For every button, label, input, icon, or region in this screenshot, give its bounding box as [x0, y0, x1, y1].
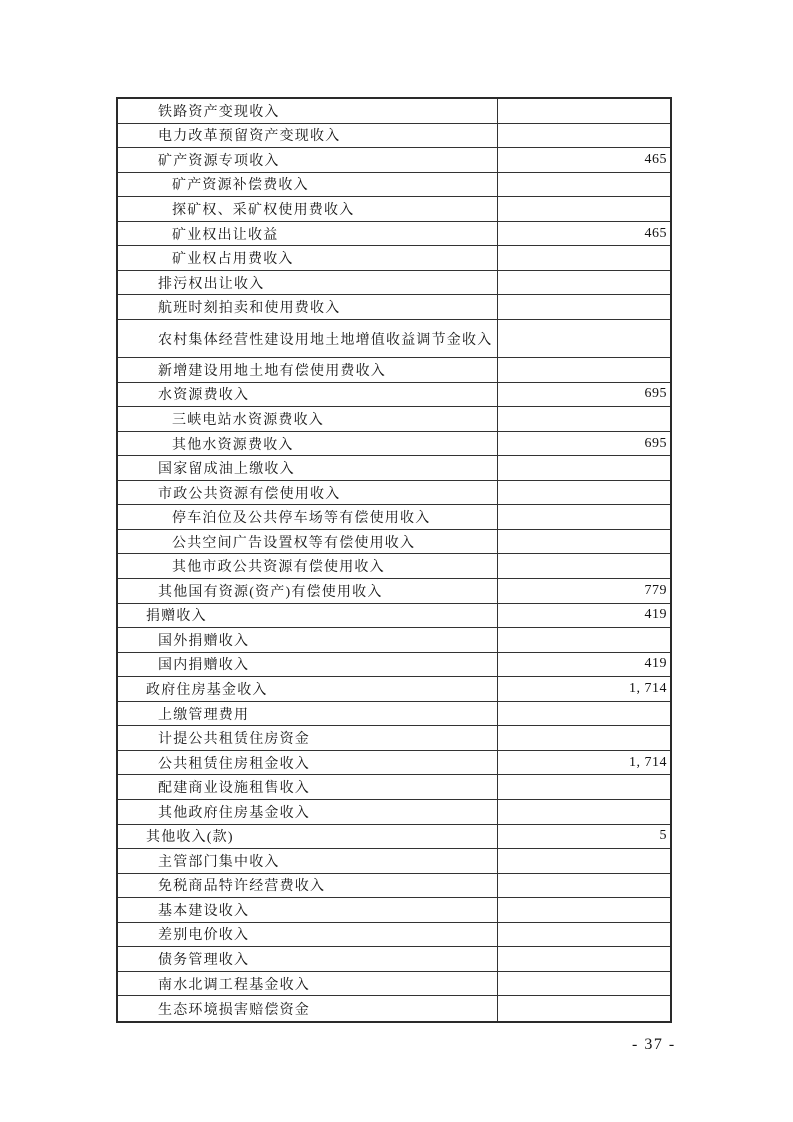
- row-label: 三峡电站水资源费收入: [118, 407, 498, 431]
- table-row: [118, 800, 670, 825]
- table-row: [118, 702, 670, 727]
- table-row: [118, 604, 670, 629]
- table-row: [118, 775, 670, 800]
- table-row: [118, 148, 670, 173]
- table-row: [118, 947, 670, 972]
- row-label: 铁路资产变现收入: [118, 99, 498, 123]
- row-value: [498, 702, 670, 726]
- row-value: 5: [659, 828, 667, 844]
- table-row: [118, 295, 670, 320]
- row-value: [498, 923, 670, 947]
- row-value: [498, 456, 670, 480]
- row-value: [498, 898, 670, 922]
- row-label: 矿业权占用费收入: [118, 246, 498, 270]
- row-label: 水资源费收入: [118, 383, 498, 407]
- row-value: [498, 874, 670, 898]
- row-value: [498, 726, 670, 750]
- table-row: [118, 923, 670, 948]
- row-value: 419: [644, 607, 667, 623]
- row-label: 配建商业设施租售收入: [118, 775, 498, 799]
- row-value: [498, 271, 670, 295]
- row-label: 计提公共租赁住房资金: [118, 726, 498, 750]
- table-row: [118, 972, 670, 997]
- row-label: 探矿权、采矿权使用费收入: [118, 197, 498, 221]
- row-value: [498, 197, 670, 221]
- row-value: 695: [644, 386, 667, 402]
- table-row: [118, 898, 670, 923]
- row-label: 国外捐赠收入: [118, 628, 498, 652]
- row-label: 差别电价收入: [118, 923, 498, 947]
- row-label: 矿业权出让收益: [118, 222, 498, 246]
- row-value: 695: [644, 435, 667, 451]
- row-value: [498, 358, 670, 382]
- table-row: [118, 320, 670, 358]
- row-value: [498, 628, 670, 652]
- row-value: 465: [644, 151, 667, 167]
- row-label: 国家留成油上缴收入: [118, 456, 498, 480]
- row-label: 航班时刻拍卖和使用费收入: [118, 295, 498, 319]
- row-label: 矿产资源专项收入: [118, 148, 498, 172]
- table-row: [118, 554, 670, 579]
- row-label: 捐赠收入: [118, 604, 498, 628]
- budget-table: [116, 97, 672, 1023]
- row-label: 上缴管理费用: [118, 702, 498, 726]
- row-value: [498, 947, 670, 971]
- row-value: [498, 996, 670, 1021]
- row-label: 电力改革预留资产变现收入: [118, 124, 498, 148]
- table-row: [118, 726, 670, 751]
- table-row: [118, 751, 670, 776]
- table-row: [118, 677, 670, 702]
- table-row: [118, 996, 670, 1021]
- row-label: 其他政府住房基金收入: [118, 800, 498, 824]
- table-row: [118, 456, 670, 481]
- row-value: [498, 775, 670, 799]
- table-row: [118, 481, 670, 506]
- row-label: 其他水资源费收入: [118, 432, 498, 456]
- row-label: 停车泊位及公共停车场等有偿使用收入: [118, 505, 498, 529]
- row-label: 排污权出让收入: [118, 271, 498, 295]
- row-label: 基本建设收入: [118, 898, 498, 922]
- row-label: 公共租赁住房租金收入: [118, 751, 498, 775]
- row-label: 主管部门集中收入: [118, 849, 498, 873]
- row-value: [498, 972, 670, 996]
- row-label: 政府住房基金收入: [118, 677, 498, 701]
- table-row: [118, 407, 670, 432]
- table-row: [118, 653, 670, 678]
- row-value: [498, 849, 670, 873]
- row-label: 南水北调工程基金收入: [118, 972, 498, 996]
- row-label: 农村集体经营性建设用地土地增值收益调节金收入: [118, 320, 498, 357]
- row-label: 矿产资源补偿费收入: [118, 173, 498, 197]
- table-row: [118, 874, 670, 899]
- table-row: [118, 124, 670, 149]
- table-row: [118, 99, 670, 124]
- table-row: [118, 271, 670, 296]
- table-row: [118, 246, 670, 271]
- table-row: [118, 432, 670, 457]
- row-value: 1, 714: [629, 680, 667, 696]
- table-row: [118, 579, 670, 604]
- table-row: [118, 505, 670, 530]
- budget-table-body: [118, 99, 670, 1021]
- row-label: 免税商品特许经营费收入: [118, 874, 498, 898]
- row-value: [498, 505, 670, 529]
- row-value: [498, 530, 670, 554]
- table-row: [118, 383, 670, 408]
- row-value: [498, 99, 670, 123]
- page-number: - 37 -: [632, 1036, 676, 1053]
- row-value: [498, 246, 670, 270]
- row-value: [498, 554, 670, 578]
- table-row: [118, 197, 670, 222]
- table-row: [118, 173, 670, 198]
- row-value: [498, 295, 670, 319]
- row-label: 其他国有资源(资产)有偿使用收入: [118, 579, 498, 603]
- row-label: 公共空间广告设置权等有偿使用收入: [118, 530, 498, 554]
- table-row: [118, 222, 670, 247]
- row-value: [498, 481, 670, 505]
- row-value: [498, 124, 670, 148]
- row-label: 生态环境损害赔偿资金: [118, 996, 498, 1021]
- row-value: [498, 800, 670, 824]
- row-label: 债务管理收入: [118, 947, 498, 971]
- row-label: 新增建设用地土地有偿使用费收入: [118, 358, 498, 382]
- row-value: [498, 320, 670, 357]
- row-value: [498, 173, 670, 197]
- table-row: [118, 358, 670, 383]
- row-label: 其他收入(款): [118, 825, 498, 849]
- table-row: [118, 825, 670, 850]
- row-value: 1, 714: [629, 754, 667, 770]
- table-row: [118, 530, 670, 555]
- table-row: [118, 849, 670, 874]
- row-value: 779: [644, 582, 667, 598]
- row-label: 国内捐赠收入: [118, 653, 498, 677]
- row-label: 其他市政公共资源有偿使用收入: [118, 554, 498, 578]
- row-value: 419: [644, 656, 667, 672]
- row-value: [498, 407, 670, 431]
- row-label: 市政公共资源有偿使用收入: [118, 481, 498, 505]
- row-value: 465: [644, 225, 667, 241]
- table-row: [118, 628, 670, 653]
